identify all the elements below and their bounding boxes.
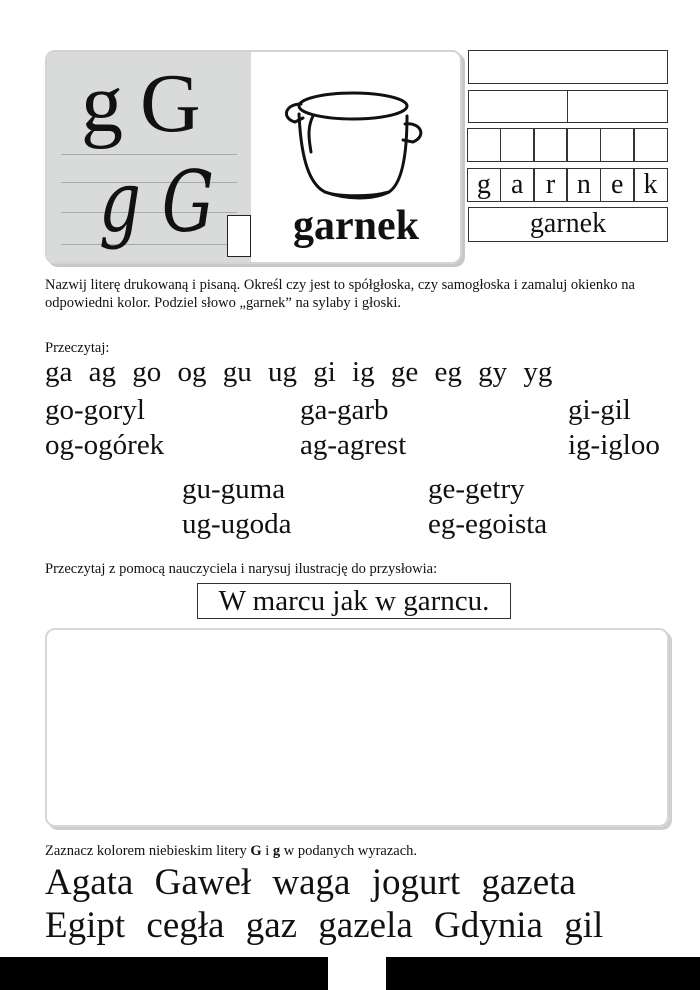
sound-cell[interactable]: [600, 128, 635, 162]
syllable-row: ga ag go og gu ug gi ig ge eg gy yg: [45, 356, 553, 388]
written-letters: g G: [99, 153, 215, 251]
letter-cell: k: [633, 168, 668, 202]
pair-go: go-goryl: [45, 394, 145, 426]
pair-ag: ag-agrest: [300, 429, 407, 461]
proverb-box: W marcu jak w garncu.: [197, 583, 511, 619]
sound-cell[interactable]: [566, 128, 601, 162]
instruction-3: [45, 842, 417, 860]
pair-ig: ig-igloo: [568, 429, 660, 461]
pair-ge: ge-getry: [428, 473, 525, 505]
header-card: [45, 50, 462, 264]
answer-box-syllable-2[interactable]: [567, 90, 668, 123]
pair-ga: ga-garb: [300, 394, 389, 426]
read-label: Przeczytaj:: [45, 340, 110, 356]
color-box[interactable]: [227, 215, 251, 257]
word-box: garnek: [468, 207, 668, 242]
instruction-3-prefix: Zaznacz kolorem niebieskim litery: [45, 843, 251, 859]
sound-cell[interactable]: [500, 128, 535, 162]
pair-og: og-ogórek: [45, 429, 165, 461]
letter-cell: a: [500, 168, 535, 202]
pair-gu: gu-guma: [182, 473, 286, 505]
instruction-1: Nazwij literę drukowaną i pisaną. Określ czy jest to spółgłoska, czy samogłoska i zamaluj okienko na odpowiedni kolor. Podziel słowo „garnek” na sylaby i głoski.: [45, 277, 635, 311]
printed-letters: g G: [81, 57, 199, 150]
pair-eg: eg-egoista: [428, 508, 548, 540]
footer-bar-left: [0, 957, 328, 990]
sound-cell[interactable]: [633, 128, 668, 162]
answer-box-word[interactable]: [468, 50, 668, 84]
word-row-1: Agata Gaweł waga jogurt gazeta: [45, 862, 576, 903]
instruction-2: Przeczytaj z pomocą nauczyciela i narysuj ilustrację do przysłowia:: [45, 561, 438, 577]
letter-cell: e: [600, 168, 635, 202]
letter-g-bold: g: [272, 843, 281, 859]
letters-panel: [47, 52, 251, 262]
letter-cell: g: [467, 168, 502, 202]
letter-cell: r: [533, 168, 568, 202]
letter-G-bold: G: [250, 843, 262, 859]
instruction-3-mid: i: [261, 843, 273, 859]
letter-cell: n: [566, 168, 601, 202]
sound-cells: [468, 128, 668, 162]
footer-bar-right: [386, 957, 700, 990]
pair-ug: ug-ugoda: [182, 508, 292, 540]
word-row-2: Egipt cegła gaz gazela Gdynia gil: [45, 905, 604, 946]
pair-gi: gi-gil: [568, 394, 631, 426]
answer-box-syllable-1[interactable]: [468, 90, 569, 123]
instruction-3-suffix: w podanych wyrazach.: [280, 843, 418, 859]
word-label: garnek: [293, 203, 419, 249]
letter-cells: [468, 168, 668, 202]
sound-cell[interactable]: [467, 128, 502, 162]
pot-icon: [279, 88, 429, 203]
drawing-area[interactable]: [45, 628, 669, 827]
sound-cell[interactable]: [533, 128, 568, 162]
